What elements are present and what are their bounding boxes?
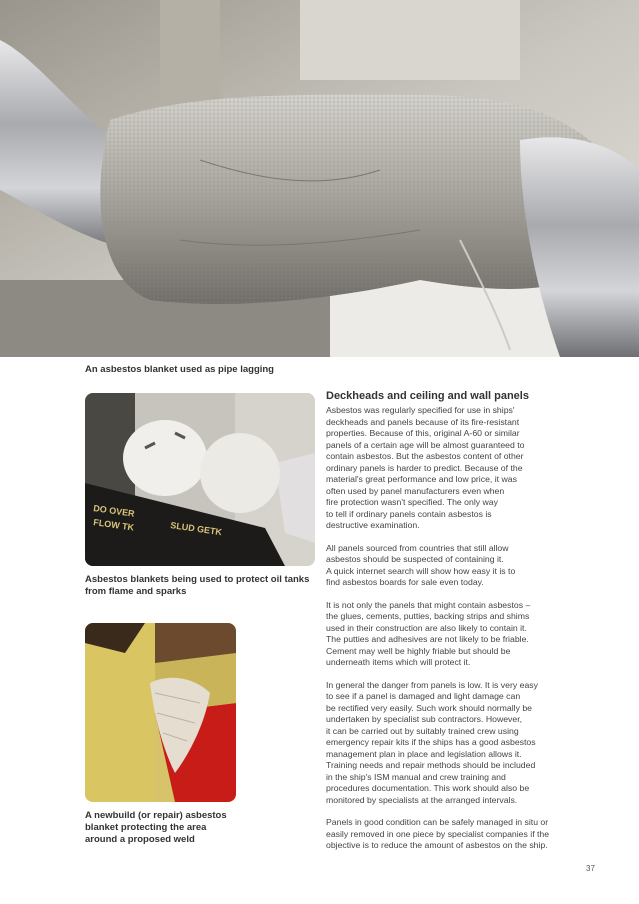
tank-label-do-over: DO OVER [92, 503, 136, 519]
oil-tanks-photo [85, 393, 315, 566]
tank-label-sludge: SLUD GETK [169, 520, 223, 538]
tank-label-flow-tk: FLOW TK [92, 517, 135, 533]
section-heading: Deckheads and ceiling and wall panels [326, 390, 529, 402]
oil-tanks-caption: Asbestos blankets being used to protect oil tanks from flame and sparks [85, 574, 310, 597]
page-number: 37 [586, 864, 595, 873]
pipe-lagging-photo [0, 0, 639, 357]
weld-blanket-photo [85, 623, 236, 802]
paragraph-2: All panels sourced from countries that still allow asbestos should be suspected of containing it. A quick internet search will show how easy it is to find asbestos boards for sale even today. [326, 542, 516, 587]
paragraph-4: In general the danger from panels is low. It is very easy to see if a panel is damaged and light damage can be rectified very easily. Such work should normally be undertaken by specialist sub contractors. However, it can be carried out by suitably trained crew using emergency repair kits if the ships has a good asbestos management plan in place and legislation allows it. Training needs and repair methods should be included in the ship's ISM manual and crew training and procedures documentation. This work should also be monitored by specialists at the arranged intervals. [326, 679, 538, 805]
paragraph-1: Asbestos was regularly specified for use in ships' deckheads and panels because of its fire-resistant properties. Because of this, original A-60 or similar panels of a certain age will be almost guaranteed to contain asbestos. But the asbestos content of other ordinary panels is harder to predict. Because of the material's great performance and low price, it was often used by panel manufacturers even when fire protection wasn't specified. The only way to tell if ordinary panels contain asbestos is destructive examination. [326, 405, 525, 530]
pipe-lagging-caption: An asbestos blanket used as pipe lagging [85, 364, 274, 375]
paragraph-5: Panels in good condition can be safely managed in situ or easily removed in one piece by specialist companies if the objective is to reduce the amount of asbestos on the ship. [326, 817, 550, 850]
weld-blanket-caption: A newbuild (or repair) asbestos blanket protecting the area around a proposed weld [85, 810, 227, 845]
article-column [326, 389, 552, 863]
paragraph-3: It is not only the panels that might contain asbestos – the glues, cements, putties, backing strips and shims used in their construction are also likely to contain it. The putties and adhesives are not likely to be friable. Cement may well be highly friable but should be underneath items which will protect it. [326, 599, 531, 667]
